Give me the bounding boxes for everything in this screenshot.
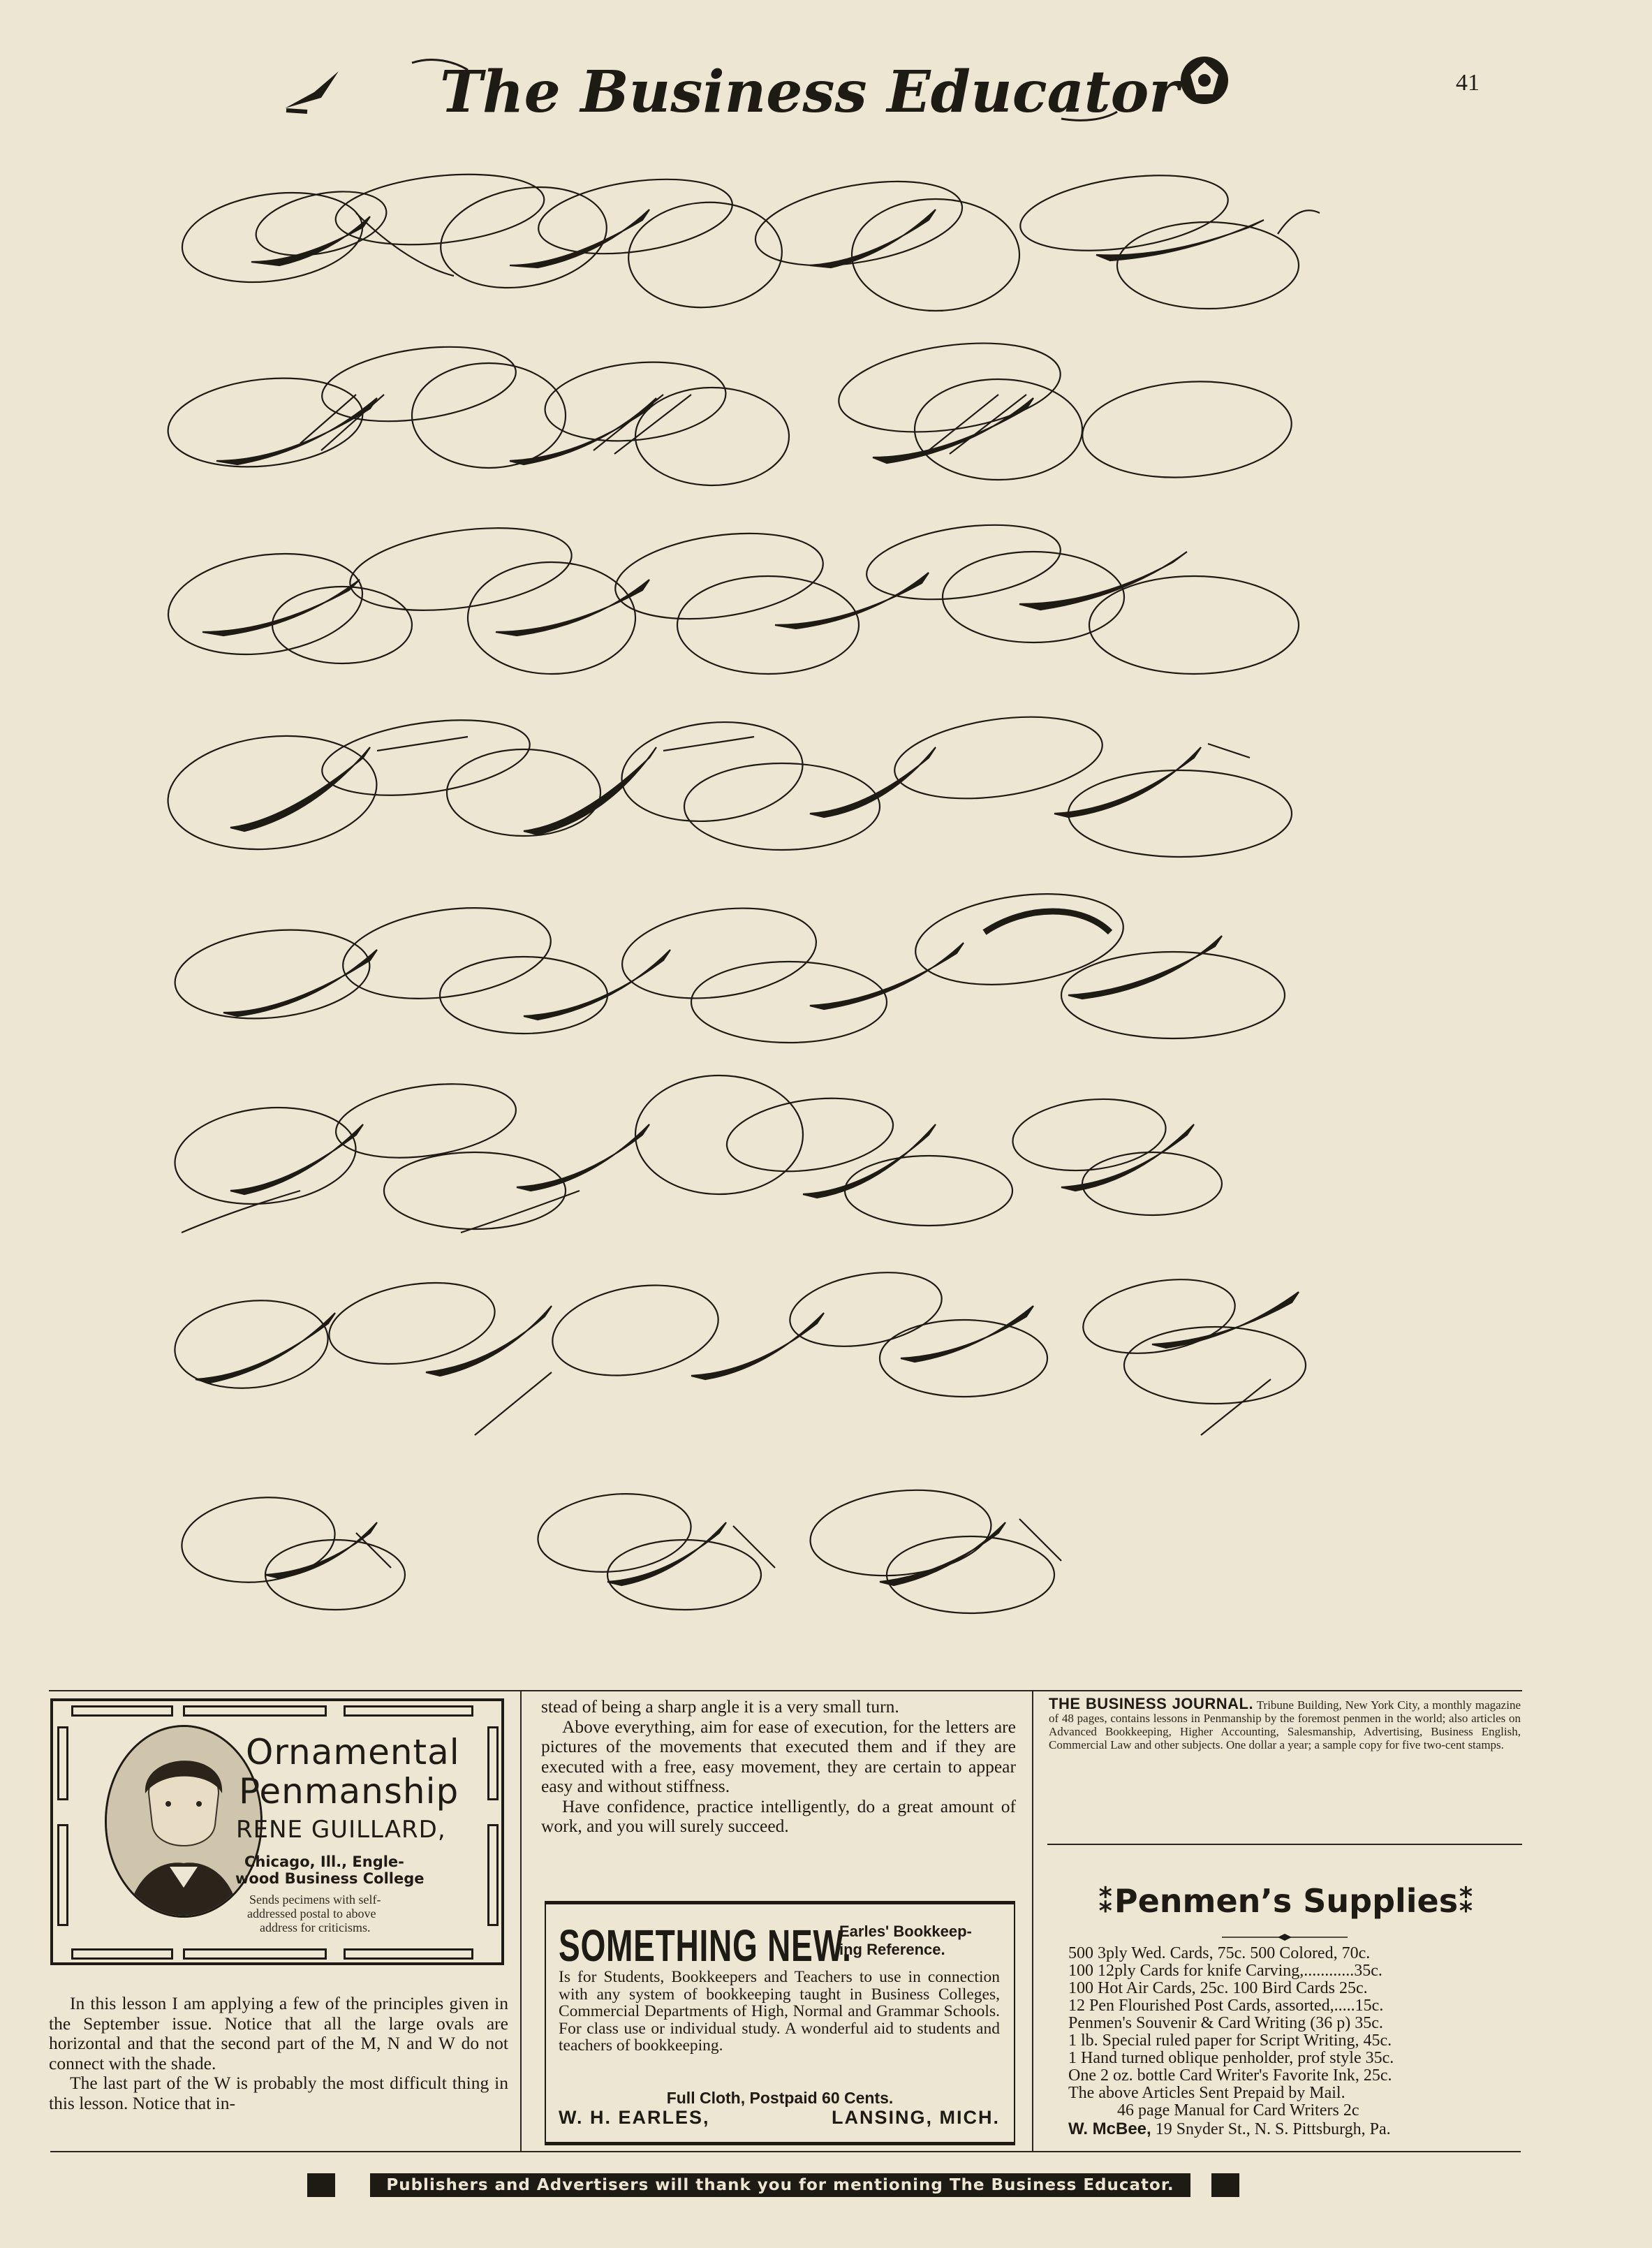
masthead — [272, 42, 1264, 133]
emblem-icon — [1181, 57, 1228, 104]
list-item: 100 12ply Cards for knife Carving,............35c. — [1068, 1962, 1382, 1980]
penmanship-plate — [161, 143, 1417, 1687]
plate-row-5 — [170, 882, 1285, 1043]
lesson-paragraph-3: stead of being a sharp angle it is a very small turn. — [541, 1696, 899, 1717]
plate-row-8 — [177, 1482, 1061, 1613]
footer-banner: Publishers and Advertisers will thank you for mentioning The Business Educator. — [370, 2173, 1190, 2197]
plate-row-1 — [177, 164, 1320, 313]
list-item: Penmen's Souvenir & Card Writing (36 p) 35c. — [1068, 2014, 1383, 2032]
ad-body: Is for Students, Bookkeepers and Teachers to use in connection with any system of bookkeeping taught in Business Colleges, Commercial Departments of High, Normal and Grammar Schools. For class use or individual study. A wonderful aid to students and teachers of bookkeeping. — [559, 1968, 1000, 2055]
ad-title-line1: Ornamental — [246, 1732, 460, 1772]
flourished-capitals — [161, 143, 1417, 1687]
seller-address: 19 Snyder St., N. S. Pittsburgh, Pa. — [1155, 2120, 1391, 2138]
list-item: 100 Hot Air Cards, 25c. 100 Bird Cards 25c. — [1068, 1979, 1368, 1997]
ad-title-line2: Penmanship — [239, 1771, 459, 1812]
publisher-name: W. H. EARLES, — [559, 2107, 710, 2128]
plate-row-7 — [170, 1262, 1306, 1435]
quill-pen-icon — [285, 71, 339, 112]
plate-row-4 — [162, 705, 1292, 860]
advertiser-name: RENE GUILLARD, — [236, 1816, 446, 1844]
seller-name: W. McBee, — [1068, 2120, 1151, 2138]
masthead-logo — [272, 42, 1264, 133]
list-item: 46 page Manual for Card Writers 2c — [1117, 2101, 1359, 2120]
list-item: 12 Pen Flourished Post Cards, assorted,.....15c. — [1068, 1997, 1384, 2015]
list-item: 500 3ply Wed. Cards, 75c. 500 Colored, 70c. — [1068, 1944, 1371, 1962]
ad-something-new — [545, 1901, 1015, 2145]
ad-note-2: addressed postal to above — [247, 1907, 376, 1920]
lesson-paragraph-4: Above everything, aim for ease of execution, for the letters are pictures of the movements that executed them and if they are executed with a free, easy movement, they are certain to appear easy and without stiffness. — [541, 1716, 1016, 1796]
journal-title: THE BUSINESS JOURNAL. — [1049, 1695, 1254, 1712]
plate-row-6 — [170, 1073, 1222, 1233]
lesson-column-2 — [541, 1697, 1016, 1837]
list-item: One 2 oz. bottle Card Writer's Favorite Ink, 25c. — [1068, 2066, 1392, 2085]
ad-note-3: address for criticisms. — [260, 1920, 371, 1934]
bottom-rule — [50, 2151, 1521, 2152]
supplies-seller — [1068, 2120, 1508, 2139]
journal-rule — [1047, 1844, 1522, 1845]
section-rule — [49, 1690, 1522, 1691]
advertiser-location-1: Chicago, Ill., Engle- — [244, 1853, 404, 1870]
lesson-paragraph-1: In this lesson I am applying a few of the principles given in the September issue. Notice that all the large ovals are horizontal and that the second part of the M, N and W do not connect with the shade. — [49, 1993, 508, 2073]
ad-ornamental-penmanship — [50, 1698, 504, 1965]
list-item: The above Articles Sent Prepaid by Mail. — [1068, 2084, 1345, 2102]
ornament-divider — [1222, 1933, 1348, 1941]
ad-headline: SOMETHING NEW. — [559, 1920, 852, 1971]
business-journal-notice — [1049, 1697, 1521, 1751]
ad-subtitle-2: ing Reference. — [839, 1941, 945, 1958]
list-item: 1 Hand turned oblique penholder, prof style 35c. — [1068, 2049, 1394, 2067]
lesson-paragraph-5: Have confidence, practice intelligently, do a great amount of work, and you will surely succeed. — [541, 1795, 1016, 1836]
ad-publisher — [559, 2107, 1000, 2129]
masthead-title: The Business Educator — [440, 59, 1179, 126]
lesson-column-1 — [49, 1994, 508, 2113]
footer-block-left — [307, 2173, 335, 2197]
column-rule-1 — [520, 1690, 522, 2151]
footer-block-right — [1211, 2173, 1239, 2197]
plate-row-3 — [162, 514, 1299, 674]
ad-price: Full Cloth, Postpaid 60 Cents. — [666, 2089, 894, 2107]
lesson-paragraph-2: The last part of the W is probably the most difficult thing in this lesson. Notice that in- — [49, 2073, 508, 2113]
supplies-title: ⁑Penmen’s Supplies⁑ — [1097, 1882, 1475, 1920]
advertiser-location-2: wood Business College — [235, 1870, 425, 1887]
publisher-city: LANSING, MICH. — [832, 2107, 1000, 2128]
ad-note-1: Sends pecimens with self- — [249, 1893, 381, 1907]
list-item: 1 lb. Special ruled paper for Script Writing, 45c. — [1068, 2032, 1392, 2050]
ad-subtitle-1: Earles' Bookkeep- — [839, 1923, 972, 1940]
column-rule-2 — [1032, 1690, 1033, 2151]
supplies-list — [1068, 1945, 1508, 2120]
plate-row-2 — [163, 330, 1295, 485]
journal-body: Tribune Building, New York City, a monthly magazine of 48 pages, contains lessons in Penmanship by the foremost penmen in the world; also articles on Advanced Bookkeeping, Higher Accounting, Salesmanship, Advertising, Business English, Commercial Law and other subjects. One dollar a year; a sample copy for five two-cent stamps. — [1049, 1698, 1521, 1751]
page-number: 41 — [1456, 70, 1480, 96]
